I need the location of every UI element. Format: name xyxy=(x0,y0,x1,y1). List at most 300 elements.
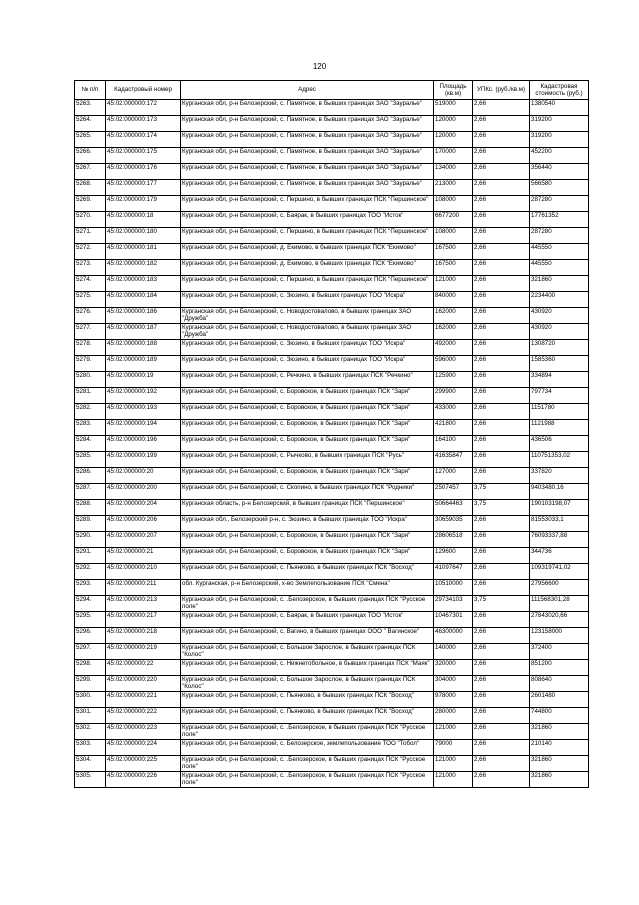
area-cell: 121000 xyxy=(434,756,473,772)
cadastral-number-cell: 45:02:000000:196 xyxy=(106,436,181,452)
table-row xyxy=(75,420,589,436)
upks-cell: 2,66 xyxy=(473,708,530,724)
table-row xyxy=(75,388,589,404)
upks-cell: 2,66 xyxy=(473,308,530,324)
address-cell: Курганская обл, р-н Белозерский, с. Пьянково, в бывших границах ПСК "Восход" xyxy=(181,692,434,708)
cadastral-cost-cell: 445550 xyxy=(530,260,589,276)
cadastral-number-cell: 45:02:000000:177 xyxy=(106,180,181,196)
area-cell: 10510000 xyxy=(434,580,473,596)
cadastral-cost-cell: 430920 xyxy=(530,324,589,340)
area-cell: 125900 xyxy=(434,372,473,388)
address-cell: Курганская обл, р-н Белозерский, с. Зюзино, в бывших границах ТОО "Искра" xyxy=(181,356,434,372)
area-cell: 29734103 xyxy=(434,596,473,612)
upks-cell: 2,66 xyxy=(473,772,530,788)
area-cell: 129600 xyxy=(434,548,473,564)
upks-cell: 2,66 xyxy=(473,132,530,148)
upks-cell: 2,66 xyxy=(473,644,530,660)
cadastral-number-cell: 45:02:000000:226 xyxy=(106,772,181,788)
row-number-cell: 5287. xyxy=(75,484,106,500)
row-number-cell: 5276. xyxy=(75,308,106,324)
table-row xyxy=(75,452,589,468)
address-cell: Курганская обл, р-н Белозерский, с. Боровское, в бывших границах ПСК "Заря" xyxy=(181,532,434,548)
address-cell: Курганская обл, р-н Белозерский, с. Новодостовалово, в бывших границах ЗАО "Дружба" xyxy=(181,324,434,340)
upks-cell: 2,66 xyxy=(473,452,530,468)
row-number-cell: 5263. xyxy=(75,100,106,116)
cadastral-number-cell: 45:02:000000:224 xyxy=(106,740,181,756)
upks-cell: 2,66 xyxy=(473,164,530,180)
row-number-cell: 5281. xyxy=(75,388,106,404)
cadastral-number-cell: 45:02:000000:194 xyxy=(106,420,181,436)
row-number-cell: 5291. xyxy=(75,548,106,564)
cadastral-cost-cell: 9403480,16 xyxy=(530,484,589,500)
row-number-cell: 5288. xyxy=(75,500,106,516)
cadastral-number-cell: 45:02:000000:172 xyxy=(106,100,181,116)
cadastral-cost-cell: 319200 xyxy=(530,132,589,148)
upks-cell: 3,75 xyxy=(473,484,530,500)
cadastral-number-cell: 45:02:000000:222 xyxy=(106,708,181,724)
table-row xyxy=(75,596,589,612)
cadastral-number-cell: 45:02:000000:193 xyxy=(106,404,181,420)
cadastral-number-cell: 45:02:000000:220 xyxy=(106,676,181,692)
table-row xyxy=(75,228,589,244)
area-cell: 121000 xyxy=(434,276,473,292)
cadastral-cost-cell: 851200 xyxy=(530,660,589,676)
cadastral-cost-cell: 334894 xyxy=(530,372,589,388)
address-cell: Курганская обл, р-н Белозерский, д. Екимово, в бывших границах ПСК "Екимово" xyxy=(181,260,434,276)
row-number-cell: 5297. xyxy=(75,644,106,660)
column-header-cadastral-cost: Кадастровая стоимость (руб.) xyxy=(530,81,589,100)
upks-cell: 2,66 xyxy=(473,356,530,372)
address-cell: Курганская обл, р-н Белозерский, с. Першино, в бывших границах ПСК "Першинское" xyxy=(181,228,434,244)
cadastral-number-cell: 45:02:000000:186 xyxy=(106,308,181,324)
area-cell: 2507457 xyxy=(434,484,473,500)
address-cell: Курганская обл, р-н Белозерский, с. Зюзино, в бывших границах ТОО "Искра" xyxy=(181,340,434,356)
upks-cell: 2,66 xyxy=(473,228,530,244)
cadastral-cost-cell: 287280 xyxy=(530,228,589,244)
area-cell: 519000 xyxy=(434,100,473,116)
cadastral-number-cell: 45:02:000000:22 xyxy=(106,660,181,676)
table-row xyxy=(75,212,589,228)
upks-cell: 2,66 xyxy=(473,612,530,628)
row-number-cell: 5275. xyxy=(75,292,106,308)
cadastral-number-cell: 45:02:000000:218 xyxy=(106,628,181,644)
cadastral-cost-cell: 2234400 xyxy=(530,292,589,308)
address-cell: Курганская обл, р-н Белозерский, с. Боровское, в бывших границах ПСК "Заря" xyxy=(181,468,434,484)
row-number-cell: 5283. xyxy=(75,420,106,436)
area-cell: 108000 xyxy=(434,228,473,244)
cadastral-cost-cell: 566580 xyxy=(530,180,589,196)
address-cell: Курганская обл, р-н Белозерский, с. .Белозерское, в бывших границах ПСК "Русское поле" xyxy=(181,756,434,772)
row-number-cell: 5292. xyxy=(75,564,106,580)
cadastral-cost-cell: 445550 xyxy=(530,244,589,260)
cadastral-cost-cell: 797734 xyxy=(530,388,589,404)
table-row xyxy=(75,532,589,548)
row-number-cell: 5286. xyxy=(75,468,106,484)
upks-cell: 2,66 xyxy=(473,740,530,756)
table-row xyxy=(75,340,589,356)
address-cell: обл. Курганская, р-н Белозерский, х-во Землепользование ПСК "Смена" xyxy=(181,580,434,596)
address-cell: Курганская обл, р-н Белозерский, с. Баярак, в бывших границах ТОО "Исток" xyxy=(181,612,434,628)
area-cell: 108000 xyxy=(434,196,473,212)
upks-cell: 2,66 xyxy=(473,324,530,340)
row-number-cell: 5284. xyxy=(75,436,106,452)
address-cell: Курганская обл, р-н Белозерский, с. Баярак, в бывших границах ТОО "Исток" xyxy=(181,212,434,228)
upks-cell: 2,66 xyxy=(473,276,530,292)
area-cell: 121000 xyxy=(434,772,473,788)
row-number-cell: 5293. xyxy=(75,580,106,596)
address-cell: Курганская обл, р-н Белозерский, с. Боровское, в бывших границах ПСК "Заря" xyxy=(181,436,434,452)
cadastral-cost-cell: 344736 xyxy=(530,548,589,564)
table-row xyxy=(75,772,589,788)
row-number-cell: 5285. xyxy=(75,452,106,468)
row-number-cell: 5282. xyxy=(75,404,106,420)
column-header-number: № п/п xyxy=(75,81,106,100)
cadastral-cost-cell: 356440 xyxy=(530,164,589,180)
cadastral-cost-cell: 321860 xyxy=(530,772,589,788)
cadastral-cost-cell: 436506 xyxy=(530,436,589,452)
table-row xyxy=(75,132,589,148)
area-cell: 10467301 xyxy=(434,612,473,628)
row-number-cell: 5295. xyxy=(75,612,106,628)
address-cell: Курганская обл, р-н Белозерский, с. Памятное, в бывших границах ЗАО "Зауралье" xyxy=(181,116,434,132)
table-row xyxy=(75,724,589,740)
upks-cell: 2,66 xyxy=(473,212,530,228)
row-number-cell: 5264. xyxy=(75,116,106,132)
table-row xyxy=(75,180,589,196)
upks-cell: 2,66 xyxy=(473,756,530,772)
upks-cell: 2,66 xyxy=(473,724,530,740)
cadastral-cost-cell: 81553033,1 xyxy=(530,516,589,532)
area-cell: 299900 xyxy=(434,388,473,404)
area-cell: 170000 xyxy=(434,148,473,164)
cadastral-number-cell: 45:02:000000:181 xyxy=(106,244,181,260)
address-cell: Курганская обл, р-н Белозерский, с. Боровское, в бывших границах ПСК "Заря" xyxy=(181,404,434,420)
table-row xyxy=(75,676,589,692)
table-row xyxy=(75,324,589,340)
row-number-cell: 5298. xyxy=(75,660,106,676)
row-number-cell: 5278. xyxy=(75,340,106,356)
area-cell: 596000 xyxy=(434,356,473,372)
cadastral-number-cell: 45:02:000000:210 xyxy=(106,564,181,580)
cadastral-number-cell: 45:02:000000:206 xyxy=(106,516,181,532)
upks-cell: 2,66 xyxy=(473,676,530,692)
table-row xyxy=(75,580,589,596)
upks-cell: 2,66 xyxy=(473,436,530,452)
column-header-address: Адрес xyxy=(181,81,434,100)
row-number-cell: 5279. xyxy=(75,356,106,372)
cadastral-number-cell: 45:02:000000:21 xyxy=(106,548,181,564)
cadastral-table xyxy=(74,80,589,788)
cadastral-number-cell: 45:02:000000:219 xyxy=(106,644,181,660)
address-cell: Курганская область, р-н Белозерский, в бывших границах ПСК "Першинское" xyxy=(181,500,434,516)
table-row xyxy=(75,756,589,772)
address-cell: Курганская обл, р-н Белозерский, с. Памятное, в бывших границах ЗАО "Зауралье" xyxy=(181,180,434,196)
table-row xyxy=(75,612,589,628)
row-number-cell: 5273. xyxy=(75,260,106,276)
area-cell: 320000 xyxy=(434,660,473,676)
row-number-cell: 5304. xyxy=(75,756,106,772)
address-cell: Курганская обл, р-н Белозерский, с. .Белозерское, в бывших границах ПСК "Русское поле" xyxy=(181,596,434,612)
upks-cell: 2,66 xyxy=(473,180,530,196)
upks-cell: 2,66 xyxy=(473,564,530,580)
table-row xyxy=(75,116,589,132)
address-cell: Курганская обл, р-н Белозерский, с. Речкино, в бывших границах ПСК "Речкино" xyxy=(181,372,434,388)
table-row xyxy=(75,164,589,180)
cadastral-cost-cell: 109319741,02 xyxy=(530,564,589,580)
cadastral-cost-cell: 321860 xyxy=(530,276,589,292)
area-cell: 30659035 xyxy=(434,516,473,532)
cadastral-number-cell: 45:02:000000:176 xyxy=(106,164,181,180)
cadastral-cost-cell: 1308720 xyxy=(530,340,589,356)
upks-cell: 2,66 xyxy=(473,660,530,676)
table-row xyxy=(75,692,589,708)
area-cell: 120000 xyxy=(434,116,473,132)
row-number-cell: 5267. xyxy=(75,164,106,180)
address-cell: Курганская обл, р-н Белозерский, с. .Белозерское, в бывших границах ПСК "Русское поле" xyxy=(181,724,434,740)
table-row xyxy=(75,196,589,212)
address-cell: Курганская обл, р-н Белозерский, с. Пьянково, в бывших границах ПСК "Восход" xyxy=(181,564,434,580)
row-number-cell: 5274. xyxy=(75,276,106,292)
row-number-cell: 5289. xyxy=(75,516,106,532)
cadastral-cost-cell: 1121988 xyxy=(530,420,589,436)
cadastral-cost-cell: 287280 xyxy=(530,196,589,212)
upks-cell: 2,66 xyxy=(473,532,530,548)
address-cell: Курганская обл, р-н Белозерский, с. Рычково, в бывших границах ПСК "Русь" xyxy=(181,452,434,468)
upks-cell: 3,75 xyxy=(473,500,530,516)
area-cell: 28606518 xyxy=(434,532,473,548)
table-row xyxy=(75,548,589,564)
area-cell: 840000 xyxy=(434,292,473,308)
area-cell: 421800 xyxy=(434,420,473,436)
table-row xyxy=(75,148,589,164)
cadastral-cost-cell: 430920 xyxy=(530,308,589,324)
cadastral-cost-cell: 319200 xyxy=(530,116,589,132)
upks-cell: 2,66 xyxy=(473,148,530,164)
address-cell: Курганская обл, р-н Белозерский, с. Нижнетобольное, в бывших границах ПСК "Маяк" xyxy=(181,660,434,676)
upks-cell: 2,66 xyxy=(473,292,530,308)
upks-cell: 2,66 xyxy=(473,404,530,420)
area-cell: 167500 xyxy=(434,260,473,276)
cadastral-cost-cell: 190103198,07 xyxy=(530,500,589,516)
cadastral-cost-cell: 372400 xyxy=(530,644,589,660)
area-cell: 492000 xyxy=(434,340,473,356)
page-number: 120 xyxy=(312,62,327,71)
upks-cell: 2,66 xyxy=(473,100,530,116)
upks-cell: 2,66 xyxy=(473,420,530,436)
upks-cell: 2,66 xyxy=(473,260,530,276)
table-row xyxy=(75,708,589,724)
upks-cell: 2,66 xyxy=(473,516,530,532)
area-cell: 162000 xyxy=(434,324,473,340)
address-cell: Курганская обл, р-н Белозерский, с. Боровское, в бывших границах ПСК "Заря" xyxy=(181,420,434,436)
row-number-cell: 5266. xyxy=(75,148,106,164)
cadastral-number-cell: 45:02:000000:182 xyxy=(106,260,181,276)
cadastral-number-cell: 45:02:000000:19 xyxy=(106,372,181,388)
address-cell: Курганская обл, р-н Белозерский, с. Новодостовалово, в бывших границах ЗАО "Дружба" xyxy=(181,308,434,324)
table-row xyxy=(75,260,589,276)
cadastral-number-cell: 45:02:000000:173 xyxy=(106,116,181,132)
table-row xyxy=(75,484,589,500)
upks-cell: 2,66 xyxy=(473,116,530,132)
table-row xyxy=(75,500,589,516)
area-cell: 433000 xyxy=(434,404,473,420)
cadastral-number-cell: 45:02:000000:174 xyxy=(106,132,181,148)
cadastral-cost-cell: 2601480 xyxy=(530,692,589,708)
cadastral-number-cell: 45:02:000000:211 xyxy=(106,580,181,596)
row-number-cell: 5280. xyxy=(75,372,106,388)
cadastral-number-cell: 45:02:000000:217 xyxy=(106,612,181,628)
address-cell: Курганская обл, р-н Белозерский, с. .Белозерское, в бывших границах ПСК "Русское поле" xyxy=(181,772,434,788)
address-cell: Курганская обл, р-н Белозерский, с. Памятное, в бывших границах ЗАО "Зауралье" xyxy=(181,148,434,164)
row-number-cell: 5299. xyxy=(75,676,106,692)
table-row xyxy=(75,468,589,484)
area-cell: 213000 xyxy=(434,180,473,196)
row-number-cell: 5302. xyxy=(75,724,106,740)
table-row xyxy=(75,100,589,116)
cadastral-number-cell: 45:02:000000:189 xyxy=(106,356,181,372)
row-number-cell: 5277. xyxy=(75,324,106,340)
area-cell: 304000 xyxy=(434,676,473,692)
table-row xyxy=(75,308,589,324)
cadastral-cost-cell: 123158000 xyxy=(530,628,589,644)
area-cell: 280000 xyxy=(434,708,473,724)
row-number-cell: 5294. xyxy=(75,596,106,612)
cadastral-cost-cell: 27956600 xyxy=(530,580,589,596)
cadastral-cost-cell: 111568301,28 xyxy=(530,596,589,612)
table-row xyxy=(75,564,589,580)
cadastral-cost-cell: 76093337,88 xyxy=(530,532,589,548)
area-cell: 50664463 xyxy=(434,500,473,516)
table-row xyxy=(75,292,589,308)
cadastral-number-cell: 45:02:000000:192 xyxy=(106,388,181,404)
address-cell: Курганская обл, р-н Белозерский, с. Вагино, в бывших границах ООО " Вагинское" xyxy=(181,628,434,644)
column-header-cadastral-number: Кадастровый номер xyxy=(106,81,181,100)
cadastral-number-cell: 45:02:000000:223 xyxy=(106,724,181,740)
address-cell: Курганская обл, р-н Белозерский, с. Белозерское, землепользование ТОО "Тобол" xyxy=(181,740,434,756)
address-cell: Курганская обл, р-н Белозерский, с. Першино, в бывших границах ПСК "Першинское" xyxy=(181,276,434,292)
address-cell: Курганская обл, р-н Белозерский, с. Памятное, в бывших границах ЗАО "Зауралье" xyxy=(181,132,434,148)
area-cell: 121000 xyxy=(434,724,473,740)
address-cell: Курганская обл, р-н Белозерский, д. Екимово, в бывших границах ПСК "Екимово" xyxy=(181,244,434,260)
cadastral-number-cell: 45:02:000000:200 xyxy=(106,484,181,500)
cadastral-number-cell: 45:02:000000:225 xyxy=(106,756,181,772)
address-cell: Курганская обл, р-н Белозерский, с. Боровское, в бывших границах ПСК "Заря" xyxy=(181,388,434,404)
cadastral-number-cell: 45:02:000000:199 xyxy=(106,452,181,468)
area-cell: 127000 xyxy=(434,468,473,484)
row-number-cell: 5301. xyxy=(75,708,106,724)
upks-cell: 2,66 xyxy=(473,388,530,404)
row-number-cell: 5270. xyxy=(75,212,106,228)
row-number-cell: 5305. xyxy=(75,772,106,788)
table-row xyxy=(75,740,589,756)
row-number-cell: 5296. xyxy=(75,628,106,644)
area-cell: 120000 xyxy=(434,132,473,148)
address-cell: Курганская обл, р-н Белозерский, с. Пьянково, в бывших границах ПСК "Восход" xyxy=(181,708,434,724)
cadastral-number-cell: 45:02:000000:188 xyxy=(106,340,181,356)
address-cell: Курганская обл, р-н Белозерский, с. Большое Зарослое, в бывших границах ПСК "Колос" xyxy=(181,676,434,692)
cadastral-cost-cell: 744800 xyxy=(530,708,589,724)
cadastral-cost-cell: 1151780 xyxy=(530,404,589,420)
row-number-cell: 5300. xyxy=(75,692,106,708)
area-cell: 79000 xyxy=(434,740,473,756)
upks-cell: 2,66 xyxy=(473,580,530,596)
cadastral-number-cell: 45:02:000000:175 xyxy=(106,148,181,164)
cadastral-cost-cell: 17761352 xyxy=(530,212,589,228)
upks-cell: 2,66 xyxy=(473,340,530,356)
cadastral-number-cell: 45:02:000000:20 xyxy=(106,468,181,484)
address-cell: Курганская обл., Белозерский р-н, с. Зюзино, в бывших границах ТОО "Искра" xyxy=(181,516,434,532)
row-number-cell: 5269. xyxy=(75,196,106,212)
area-cell: 134000 xyxy=(434,164,473,180)
cadastral-cost-cell: 321860 xyxy=(530,756,589,772)
address-cell: Курганская обл, р-н Белозерский, с. Памятное, в бывших границах ЗАО "Зауралье" xyxy=(181,164,434,180)
area-cell: 167500 xyxy=(434,244,473,260)
row-number-cell: 5272. xyxy=(75,244,106,260)
column-header-upks: УПКс. (руб./кв.м) xyxy=(473,81,530,100)
area-cell: 6677200 xyxy=(434,212,473,228)
upks-cell: 2,66 xyxy=(473,244,530,260)
cadastral-cost-cell: 1380540 xyxy=(530,100,589,116)
cadastral-number-cell: 45:02:000000:187 xyxy=(106,324,181,340)
cadastral-cost-cell: 110751353,02 xyxy=(530,452,589,468)
cadastral-cost-cell: 1585360 xyxy=(530,356,589,372)
cadastral-number-cell: 45:02:000000:213 xyxy=(106,596,181,612)
area-cell: 162000 xyxy=(434,308,473,324)
area-cell: 41097647 xyxy=(434,564,473,580)
address-cell: Курганская обл, р-н Белозерский, с. Зюзино, в бывших границах ТОО "Искра" xyxy=(181,292,434,308)
cadastral-number-cell: 45:02:000000:207 xyxy=(106,532,181,548)
cadastral-number-cell: 45:02:000000:180 xyxy=(106,228,181,244)
cadastral-number-cell: 45:02:000000:18 xyxy=(106,212,181,228)
row-number-cell: 5303. xyxy=(75,740,106,756)
address-cell: Курганская обл, р-н Белозерский, с. Скопино, в бывших границах ПСК "Родники" xyxy=(181,484,434,500)
address-cell: Курганская обл, р-н Белозерский, с. Большое Зарослое, в бывших границах ПСК "Колос" xyxy=(181,644,434,660)
area-cell: 41635847 xyxy=(434,452,473,468)
address-cell: Курганская обл, р-н Белозерский, с. Першино, в бывших границах ПСК "Першинское" xyxy=(181,196,434,212)
cadastral-cost-cell: 337820 xyxy=(530,468,589,484)
address-cell: Курганская обл, р-н Белозерский, с. Боровское, в бывших границах ПСК "Заря" xyxy=(181,548,434,564)
cadastral-cost-cell: 808640 xyxy=(530,676,589,692)
table-row xyxy=(75,404,589,420)
cadastral-number-cell: 45:02:000000:204 xyxy=(106,500,181,516)
table-row xyxy=(75,628,589,644)
cadastral-number-cell: 45:02:000000:184 xyxy=(106,292,181,308)
upks-cell: 2,66 xyxy=(473,468,530,484)
cadastral-number-cell: 45:02:000000:179 xyxy=(106,196,181,212)
area-cell: 46300000 xyxy=(434,628,473,644)
table-row xyxy=(75,276,589,292)
area-cell: 164100 xyxy=(434,436,473,452)
row-number-cell: 5290. xyxy=(75,532,106,548)
table-row xyxy=(75,372,589,388)
row-number-cell: 5271. xyxy=(75,228,106,244)
table-row xyxy=(75,436,589,452)
upks-cell: 2,66 xyxy=(473,196,530,212)
upks-cell: 2,66 xyxy=(473,692,530,708)
cadastral-number-cell: 45:02:000000:221 xyxy=(106,692,181,708)
upks-cell: 2,66 xyxy=(473,628,530,644)
upks-cell: 2,66 xyxy=(473,548,530,564)
row-number-cell: 5268. xyxy=(75,180,106,196)
upks-cell: 3,75 xyxy=(473,596,530,612)
table-row xyxy=(75,644,589,660)
table-row xyxy=(75,660,589,676)
cadastral-cost-cell: 452200 xyxy=(530,148,589,164)
column-header-area: Площадь (кв.м) xyxy=(434,81,473,100)
cadastral-cost-cell: 27843020,66 xyxy=(530,612,589,628)
table-row xyxy=(75,356,589,372)
upks-cell: 2,66 xyxy=(473,372,530,388)
